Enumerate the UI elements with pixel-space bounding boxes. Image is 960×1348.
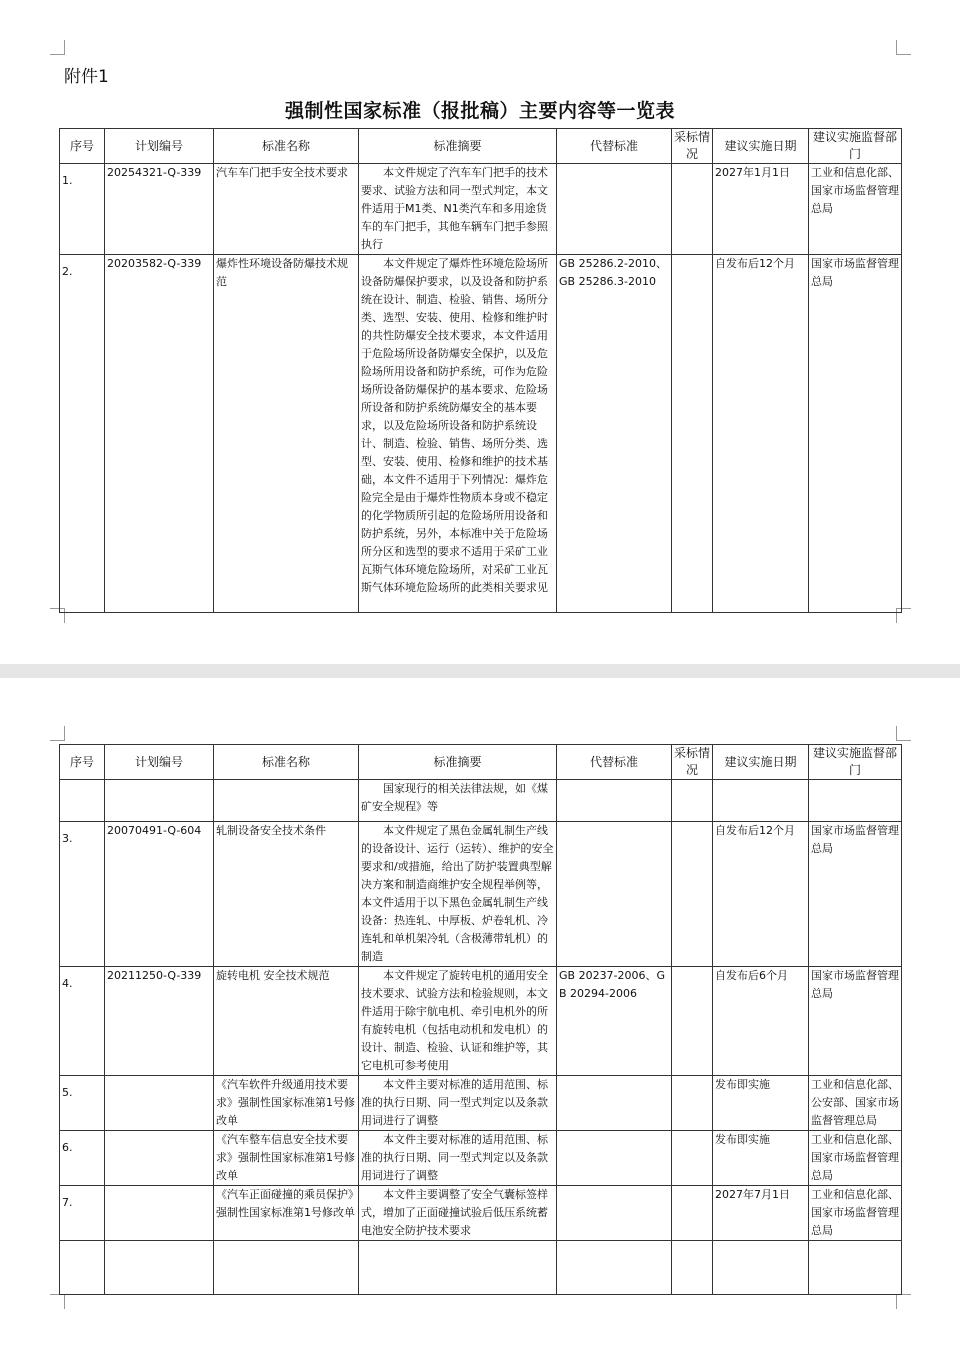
standard-summary: 本文件规定了汽车车门把手的技术要求、试验方法和同一型式判定，本文件适用于M1类、N1类汽车和多用途货车的车门把手，其他车辆车门把手参照执行 [359, 164, 557, 255]
column-header: 标准名称 [214, 745, 359, 780]
implementation-date: 自发布后12个月 [713, 255, 809, 613]
crop-mark [50, 40, 65, 55]
standard-name [214, 780, 359, 822]
replaced-standard [557, 780, 672, 822]
implementation-date [713, 780, 809, 822]
table-row [60, 967, 902, 1076]
standard-name: 旋转电机 安全技术规范 [214, 967, 359, 1076]
standards-table [59, 128, 902, 613]
row-number: 6. [60, 1131, 105, 1186]
adoption-status [672, 164, 713, 255]
plan-number [105, 1131, 214, 1186]
plan-number: 20203582-Q-339 [105, 255, 214, 613]
table-row [60, 255, 902, 613]
supervising-department: 国家市场监督管理总局 [809, 255, 902, 613]
adoption-status [672, 967, 713, 1076]
column-header: 标准摘要 [359, 745, 557, 780]
standard-summary: 本文件规定了黑色金属轧制生产线的设备设计、运行（运转）、维护的安全要求和/或措施，给出了防护装置典型解决方案和制造商维护安全规程举例等，本文件适用于以下黑色金属轧制生产线设备：热连轧、中厚板、炉卷轧机、冷连轧和单机架冷轧（含极薄带轧机）的制造 [359, 822, 557, 967]
crop-mark [896, 1294, 911, 1309]
standard-name: 《汽车正面碰撞的乘员保护》强制性国家标准第1号修改单 [214, 1186, 359, 1241]
implementation-date [713, 1241, 809, 1295]
column-header: 标准摘要 [359, 129, 557, 164]
implementation-date: 自发布后6个月 [713, 967, 809, 1076]
table-row [60, 1131, 902, 1186]
implementation-date: 发布即实施 [713, 1131, 809, 1186]
replaced-standard [557, 822, 672, 967]
plan-number [105, 1241, 214, 1295]
table-header-row [60, 745, 902, 780]
column-header: 采标情况 [672, 129, 713, 164]
replaced-standard [557, 1241, 672, 1295]
standard-summary: 国家现行的相关法律法规，如《煤矿安全规程》等 [359, 780, 557, 822]
implementation-date: 发布即实施 [713, 1076, 809, 1131]
attachment-label: 附件1 [64, 67, 109, 87]
replaced-standard [557, 164, 672, 255]
table-row [60, 164, 902, 255]
adoption-status [672, 822, 713, 967]
row-number: 1. [60, 164, 105, 255]
standard-name: 轧制设备安全技术条件 [214, 822, 359, 967]
implementation-date: 2027年1月1日 [713, 164, 809, 255]
supervising-department [809, 1241, 902, 1295]
supervising-department: 工业和信息化部、公安部、国家市场监督管理总局 [809, 1076, 902, 1131]
crop-mark [50, 726, 65, 741]
supervising-department: 工业和信息化部、国家市场监督管理总局 [809, 1186, 902, 1241]
column-header: 建议实施监督部门 [809, 745, 902, 780]
row-number: 7. [60, 1186, 105, 1241]
adoption-status [672, 1186, 713, 1241]
replaced-standard [557, 1131, 672, 1186]
plan-number: 20211250-Q-339 [105, 967, 214, 1076]
column-header: 计划编号 [105, 745, 214, 780]
standard-summary: 本文件主要调整了安全气囊标签样式，增加了正面碰撞试验后低压系统蓄电池安全防护技术要求 [359, 1186, 557, 1241]
supervising-department: 国家市场监督管理总局 [809, 967, 902, 1076]
crop-mark [896, 40, 911, 55]
adoption-status [672, 255, 713, 613]
adoption-status [672, 1241, 713, 1295]
column-header: 代替标准 [557, 745, 672, 780]
table-header-row [60, 129, 902, 164]
document-page-1 [0, 0, 960, 664]
plan-number [105, 1186, 214, 1241]
crop-mark [50, 1294, 65, 1309]
supervising-department: 工业和信息化部、国家市场监督管理总局 [809, 164, 902, 255]
page-title: 强制性国家标准（报批稿）主要内容等一览表 [284, 100, 675, 122]
replaced-standard: GB 20237-2006、GB 20294-2006 [557, 967, 672, 1076]
standard-name [214, 1241, 359, 1295]
column-header: 计划编号 [105, 129, 214, 164]
column-header: 代替标准 [557, 129, 672, 164]
adoption-status [672, 780, 713, 822]
table-row [60, 780, 902, 822]
adoption-status [672, 1131, 713, 1186]
plan-number [105, 780, 214, 822]
standard-summary: 本文件规定了旋转电机的通用安全技术要求、试验方法和检验规则，本文件适用于除宇航电机、牵引电机外的所有旋转电机（包括电动机和发电机）的设计、制造、检验、认证和维护等，其它电机可参考使用 [359, 967, 557, 1076]
crop-mark [896, 726, 911, 741]
standard-summary: 本文件主要对标准的适用范围、标准的执行日期、同一型式判定以及条款用词进行了调整 [359, 1131, 557, 1186]
table-row [60, 1241, 902, 1295]
column-header: 序号 [60, 129, 105, 164]
supervising-department: 工业和信息化部、国家市场监督管理总局 [809, 1131, 902, 1186]
column-header: 建议实施监督部门 [809, 129, 902, 164]
plan-number [105, 1076, 214, 1131]
table-row [60, 1186, 902, 1241]
standard-name: 《汽车整车信息安全技术要求》强制性国家标准第1号修改单 [214, 1131, 359, 1186]
standard-name: 汽车车门把手安全技术要求 [214, 164, 359, 255]
row-number [60, 780, 105, 822]
implementation-date: 2027年7月1日 [713, 1186, 809, 1241]
standard-name: 爆炸性环境设备防爆技术规范 [214, 255, 359, 613]
row-number: 4. [60, 967, 105, 1076]
row-number: 5. [60, 1076, 105, 1131]
column-header: 标准名称 [214, 129, 359, 164]
supervising-department: 国家市场监督管理总局 [809, 822, 902, 967]
standard-name: 《汽车软件升级通用技术要求》强制性国家标准第1号修改单 [214, 1076, 359, 1131]
row-number: 3. [60, 822, 105, 967]
standard-summary: 本文件主要对标准的适用范围、标准的执行日期、同一型式判定以及条款用词进行了调整 [359, 1076, 557, 1131]
replaced-standard: GB 25286.2-2010、GB 25286.3-2010 [557, 255, 672, 613]
standard-summary [359, 1241, 557, 1295]
standard-summary: 本文件规定了爆炸性环境危险场所设备防爆保护要求，以及设备和防护系统在设计、制造、检验、销售、场所分类、选型、安装、使用、检修和维护时的共性防爆安全技术要求，本文件适用于危险场所设备防爆安全保护，以及危险场所用设备和防护系统，可作为危险场所设备防爆保护的基本要求、危险场所设备和防护系统防爆安全的基本要求，以及危险场所设备和防护系统设计、制造、检验、销售、场所分类、选型、安装、使用、检修和维护的技术基础，本文件不适用于下列情况：爆炸危险完全是由于爆炸性物质本身或不稳定的化学物质所引起的危险场所用设备和防护系统，另外，本标准中关于危险场所分区和选型的要求不适用于采矿工业瓦斯气体环境危险场所，对采矿工业瓦斯气体环境危险场所的此类相关要求见 [359, 255, 557, 613]
implementation-date: 自发布后12个月 [713, 822, 809, 967]
adoption-status [672, 1076, 713, 1131]
table-row [60, 1076, 902, 1131]
standards-table-continued [59, 744, 902, 1295]
replaced-standard [557, 1186, 672, 1241]
column-header: 建议实施日期 [713, 129, 809, 164]
column-header: 建议实施日期 [713, 745, 809, 780]
row-number [60, 1241, 105, 1295]
replaced-standard [557, 1076, 672, 1131]
plan-number: 20254321-Q-339 [105, 164, 214, 255]
row-number: 2. [60, 255, 105, 613]
supervising-department [809, 780, 902, 822]
table-row [60, 822, 902, 967]
document-page-2 [0, 678, 960, 1348]
column-header: 序号 [60, 745, 105, 780]
column-header: 采标情况 [672, 745, 713, 780]
plan-number: 20070491-Q-604 [105, 822, 214, 967]
